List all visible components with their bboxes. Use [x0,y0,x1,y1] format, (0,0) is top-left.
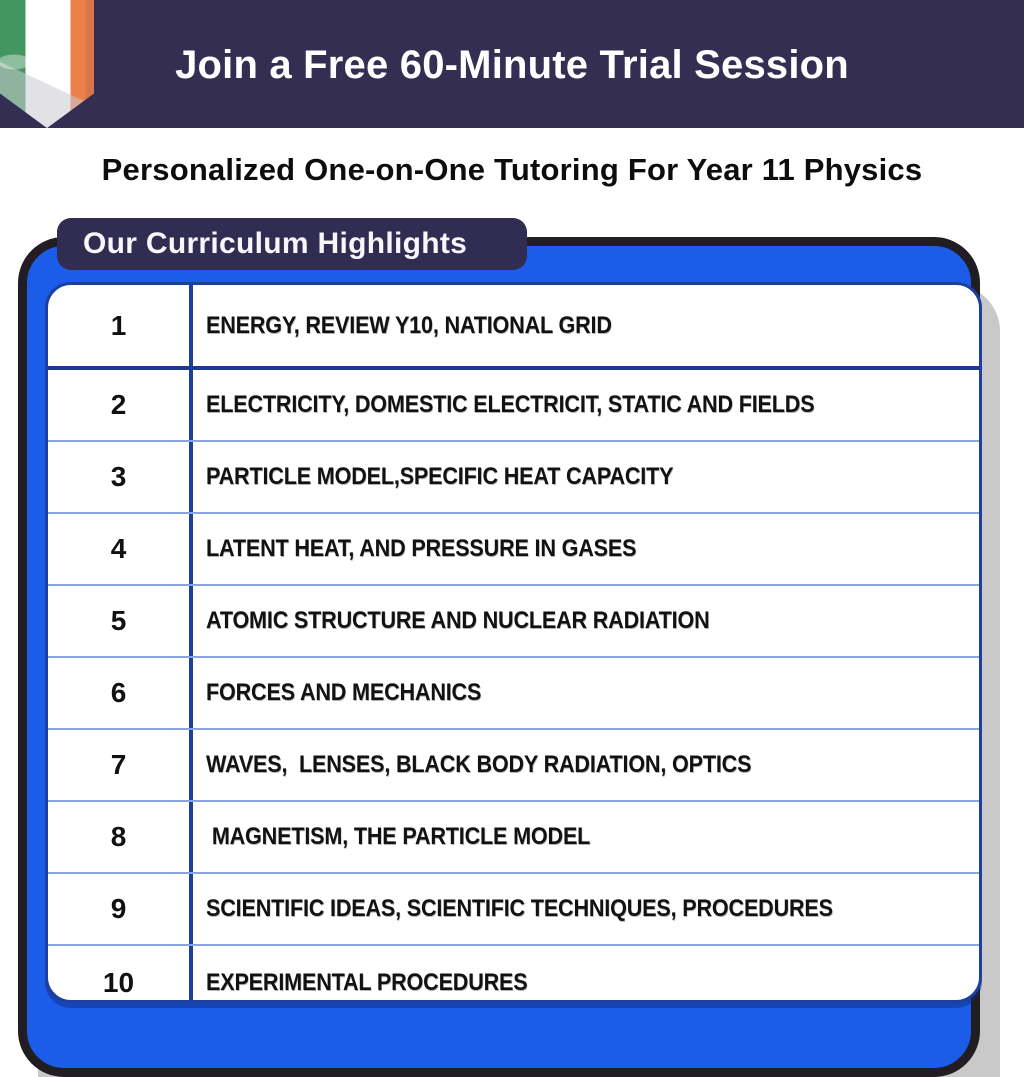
table-row [48,285,979,370]
row-number: 7 [48,730,193,800]
row-topic: ATOMIC STRUCTURE AND NUCLEAR RADIATION [206,607,710,634]
table-row [48,802,979,874]
row-topic-cell [193,370,979,440]
row-topic-cell [193,802,979,872]
row-topic-cell [193,586,979,656]
curriculum-badge [57,218,527,270]
table-row [48,946,979,1003]
row-topic: EXPERIMENTAL PROCEDURES [206,969,528,996]
row-topic-cell [193,946,979,1003]
row-number: 5 [48,586,193,656]
row-topic: SCIENTIFIC IDEAS, SCIENTIFIC TECHNIQUES, PROCEDURES [206,895,833,922]
curriculum-table [45,282,982,1003]
row-topic-cell [193,730,979,800]
row-number: 2 [48,370,193,440]
header-banner [0,0,1024,128]
subtitle-text: Personalized One-on-One Tutoring For Year 11 Physics [101,152,923,187]
row-topic: MAGNETISM, THE PARTICLE MODEL [206,823,591,850]
row-number: 10 [48,946,193,1003]
table-row [48,370,979,442]
row-topic-cell [193,514,979,584]
row-topic: WAVES, LENSES, BLACK BODY RADIATION, OPTICS [206,751,752,778]
table-row [48,874,979,946]
row-topic-cell [193,442,979,512]
table-row [48,514,979,586]
table-row [48,586,979,658]
row-number: 1 [48,285,193,366]
row-number: 9 [48,874,193,944]
table-row [48,658,979,730]
row-topic-cell [193,285,979,366]
row-topic: ELECTRICITY, DOMESTIC ELECTRICIT, STATIC AND FIELDS [206,391,815,418]
curriculum-badge-label: Our Curriculum Highlights [83,227,468,260]
row-number: 3 [48,442,193,512]
subtitle-row [0,146,1024,194]
row-topic: FORCES AND MECHANICS [206,679,482,706]
table-row [48,730,979,802]
row-number: 6 [48,658,193,728]
row-topic-cell [193,874,979,944]
row-topic: ENERGY, REVIEW Y10, NATIONAL GRID [206,311,612,339]
row-topic: PARTICLE MODEL,SPECIFIC HEAT CAPACITY [206,463,674,490]
row-topic-cell [193,658,979,728]
page-title: Join a Free 60-Minute Trial Session [175,42,849,87]
row-number: 4 [48,514,193,584]
row-number: 8 [48,802,193,872]
row-topic: LATENT HEAT, AND PRESSURE IN GASES [206,535,637,562]
table-row [48,442,979,514]
